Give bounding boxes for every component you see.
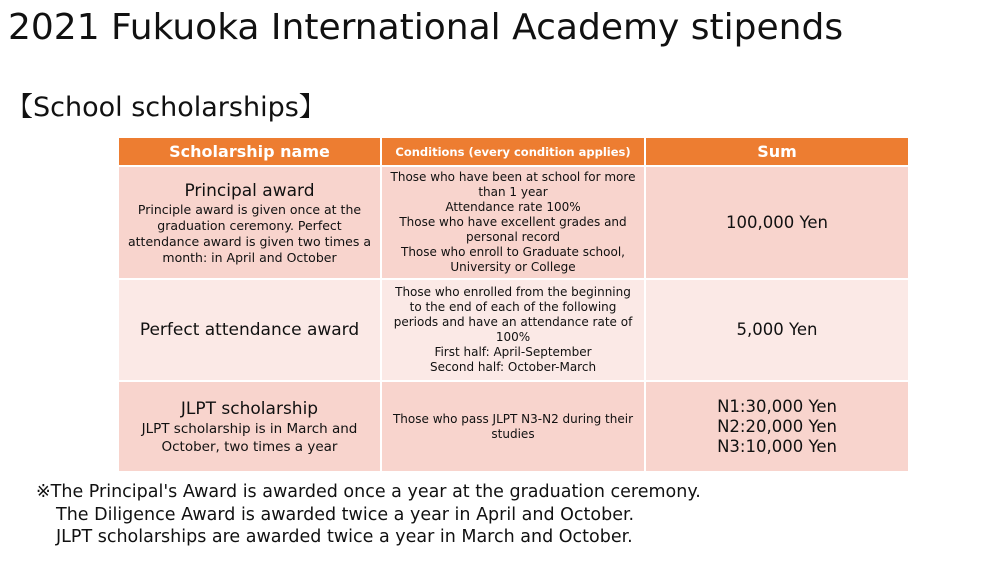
conditions-cell xyxy=(381,279,645,381)
scholarship-name: Principal award xyxy=(184,180,315,201)
scholarship-sum: N1:30,000 Yen N2:20,000 Yen N3:10,000 Yen xyxy=(717,396,837,456)
scholarship-description: Principle award is given once at the graduation ceremony. Perfect attendance award is given two times a month: in April and October xyxy=(128,201,371,265)
scholarship-description: JLPT scholarship is in March and October, two times a year xyxy=(141,420,358,455)
header-conditions: Conditions (every condition applies) xyxy=(381,137,645,166)
header-scholarship-name: Scholarship name xyxy=(118,137,381,166)
scholarship-name-cell xyxy=(118,381,381,472)
section-heading: 【School scholarships】 xyxy=(6,92,326,123)
scholarship-table xyxy=(117,136,910,473)
table-header-row xyxy=(118,137,909,166)
sum-cell xyxy=(645,279,909,381)
scholarship-name: Perfect attendance award xyxy=(139,320,360,340)
scholarship-sum: 5,000 Yen xyxy=(736,320,818,339)
page-title: 2021 Fukuoka International Academy stipends xyxy=(8,7,844,48)
scholarship-name: JLPT scholarship xyxy=(180,398,319,419)
scholarship-conditions: Those who pass JLPT N3-N2 during their studies xyxy=(392,411,634,441)
sum-cell xyxy=(645,381,909,472)
conditions-cell xyxy=(381,166,645,279)
scholarship-conditions: Those who enrolled from the beginning to the end of each of the following periods and have an attendance rate of 100% First half: April-September Second half: October-March xyxy=(393,285,633,374)
table-row xyxy=(118,166,909,279)
scholarship-name-cell xyxy=(118,279,381,381)
scholarship-conditions: Those who have been at school for more than 1 year Attendance rate 100% Those who have excellent grades and personal record Those who enroll to Graduate school, University or College xyxy=(390,170,636,274)
table-row xyxy=(118,381,909,472)
table-row xyxy=(118,279,909,381)
sum-cell xyxy=(645,166,909,279)
footnote-diligence-award: The Diligence Award is awarded twice a year in April and October. xyxy=(56,504,635,525)
scholarship-name-cell xyxy=(118,166,381,279)
conditions-cell xyxy=(381,381,645,472)
footnote-jlpt-scholarship: JLPT scholarships are awarded twice a year in March and October. xyxy=(56,527,633,547)
scholarship-sum: 100,000 Yen xyxy=(726,212,828,232)
footnote-principal-award: ※The Principal's Award is awarded once a year at the graduation ceremony. xyxy=(36,482,701,502)
footnotes xyxy=(36,481,701,549)
header-sum: Sum xyxy=(645,137,909,166)
